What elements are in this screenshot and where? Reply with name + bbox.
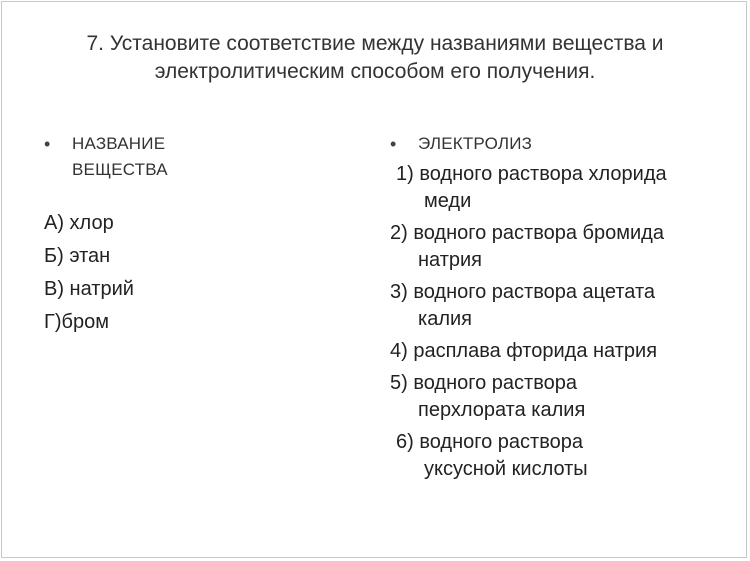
- method-item: [390, 429, 740, 483]
- substance-item: В) натрий: [44, 278, 134, 300]
- substance-column: [44, 131, 324, 339]
- method-item: [390, 338, 740, 365]
- title-line-1: 7. Установите соответствие между названиями вещества и: [86, 32, 664, 55]
- method-line-2: меди: [424, 190, 472, 212]
- bullet-icon: •: [44, 134, 51, 154]
- method-line-1: 4) расплава фторида натрия: [390, 340, 658, 362]
- substance-heading-line-1: НАЗВАНИЕ: [72, 134, 166, 153]
- method-item: [390, 220, 740, 274]
- substance-list: [44, 207, 324, 339]
- method-item: [390, 370, 740, 424]
- method-line-1: 6) водного раствора: [396, 431, 583, 453]
- method-line-2: перхлората калия: [418, 399, 586, 421]
- substance-heading: [72, 131, 168, 183]
- method-item: [390, 161, 740, 215]
- substance-item: Г)бром: [44, 311, 109, 333]
- substance-heading-row: [44, 131, 324, 183]
- substance-item: Б) этан: [44, 245, 111, 267]
- substance-item: А) хлор: [44, 212, 114, 234]
- method-line-1: 3) водного раствора ацетата: [390, 281, 656, 303]
- method-line-2: натрия: [418, 249, 483, 271]
- method-line-1: 1) водного раствора хлорида: [396, 163, 667, 185]
- method-line-1: 2) водного раствора бромида: [390, 222, 664, 244]
- method-item: [390, 279, 740, 333]
- method-line-1: 5) водного раствора: [390, 372, 577, 394]
- substance-heading-line-2: ВЕЩЕСТВА: [72, 160, 168, 179]
- method-line-2: уксусной кислоты: [424, 458, 588, 480]
- title-line-2: электролитическим способом его получения.: [154, 60, 596, 83]
- electrolysis-method-list: [390, 161, 740, 483]
- electrolysis-heading: ЭЛЕКТРОЛИЗ: [418, 134, 533, 153]
- electrolysis-column: [390, 131, 740, 488]
- bullet-icon: •: [390, 134, 397, 154]
- electrolysis-heading-row: [390, 131, 740, 157]
- slide-title: [40, 30, 710, 86]
- method-line-2: калия: [418, 308, 472, 330]
